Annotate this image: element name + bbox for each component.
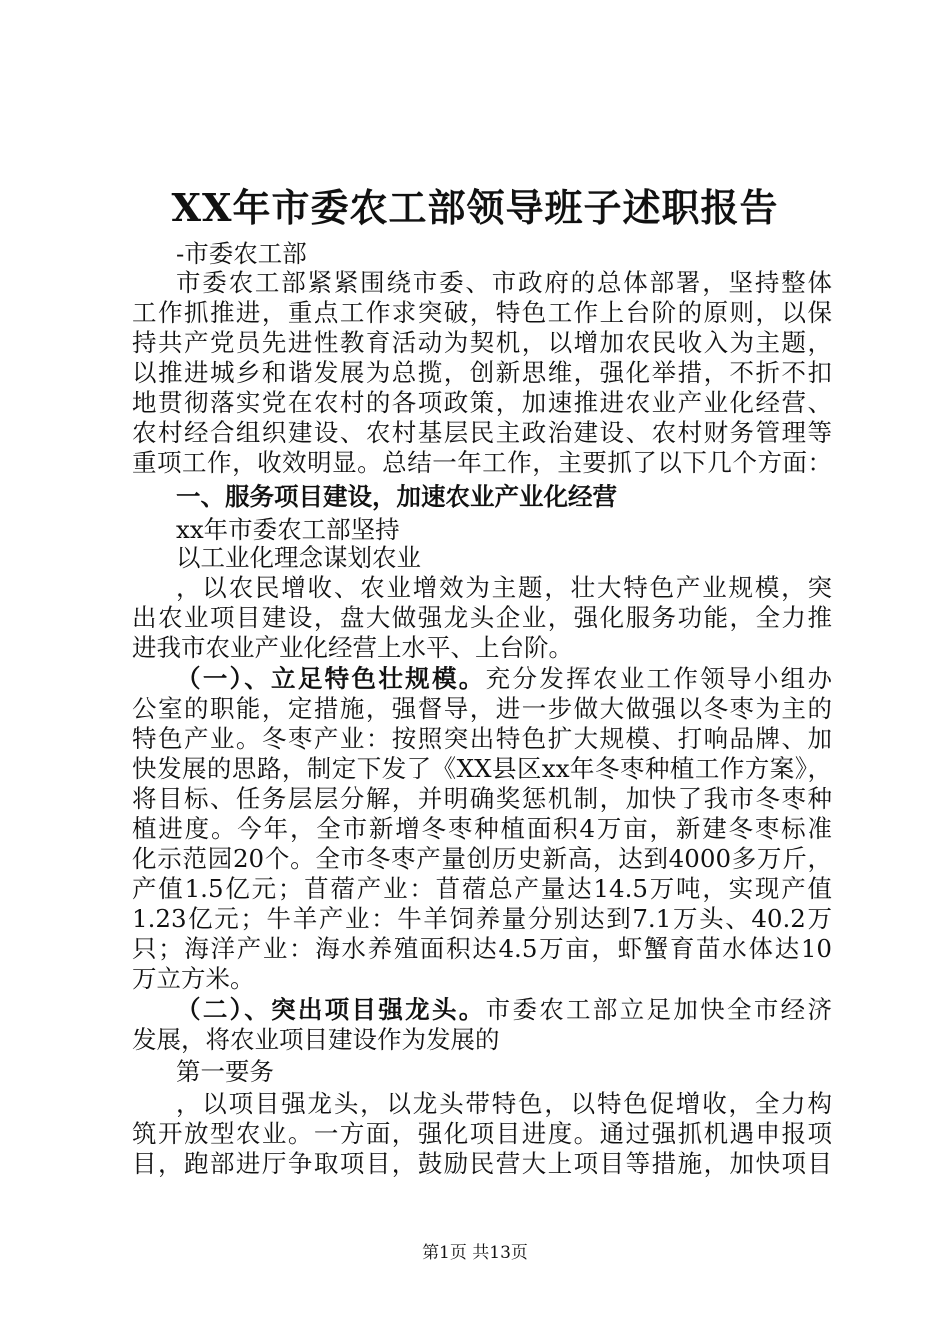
subsection-line: 特色产业。冬枣产业：按照突出特色扩大规模、打响品牌、加	[132, 724, 832, 753]
subsection-line: 1.23亿元；牛羊产业：牛羊饲养量分别达到7.1万头、40.2万	[132, 904, 832, 933]
author-line: -市委农工部	[176, 239, 307, 268]
subsection-line: 发展，将农业项目建设作为发展的	[132, 1025, 500, 1054]
subsection-line: 第一要务	[176, 1057, 274, 1086]
intro-line: 农村经合组织建设、农村基层民主政治建设、农村财务管理等	[132, 418, 832, 447]
subsection-line: 筑开放型农业。一方面，强化项目进度。通过强抓机遇申报项	[132, 1119, 832, 1148]
section-heading: 一、服务项目建设，加速农业产业化经营	[176, 482, 617, 511]
document-title: XX年市委农工部领导班子述职报告	[171, 185, 779, 230]
intro-line: 以推进城乡和谐发展为总揽，创新思维，强化举措，不折不扣	[132, 358, 832, 387]
section-line: 以工业化理念谋划农业	[176, 543, 421, 572]
subsection-line: ，以项目强龙头，以龙头带特色，以特色促增收，全力构	[176, 1089, 832, 1118]
subsection-line: 公室的职能，定措施，强督导，进一步做大做强以冬枣为主的	[132, 694, 832, 723]
intro-line: 地贯彻落实党在农村的各项政策，加速推进农业产业化经营、	[132, 388, 832, 417]
subsection-text: 充分发挥农业工作领导小组办	[485, 664, 832, 693]
section-line: 进我市农业产业化经营上水平、上台阶。	[132, 633, 573, 662]
subsection-line: 化示范园20个。全市冬枣产量创历史新高，达到4000多万斤，	[132, 844, 832, 873]
page-footer: 第1页 共13页	[422, 1243, 528, 1263]
subsection-line: 目，跑部进厅争取项目，鼓励民营大上项目等措施，加快项目	[132, 1149, 832, 1178]
subsection-line: 只；海洋产业：海水养殖面积达4.5万亩，虾蟹育苗水体达10	[132, 934, 832, 963]
section-line: ，以农民增收、农业增效为主题，壮大特色产业规模，突	[176, 573, 832, 602]
subsection-line: 植进度。今年，全市新增冬枣种植面积4万亩，新建冬枣标准	[132, 814, 832, 843]
subsection-line: 万立方米。	[132, 964, 255, 993]
subsection-line: 产值1.5亿元；苜蓿产业：苜蓿总产量达14.5万吨，实现产值	[132, 874, 832, 903]
intro-line: 持共产党员先进性教育活动为契机，以增加农民收入为主题，	[132, 328, 832, 357]
intro-line: 工作抓推进，重点工作求突破，特色工作上台阶的原则，以保	[132, 298, 832, 327]
section-line: xx年市委农工部坚持	[176, 515, 400, 544]
subsection-line: 快发展的思路，制定下发了《XX县区xx年冬枣种植工作方案》，	[132, 754, 832, 783]
intro-line: 重项工作，收效明显。总结一年工作，主要抓了以下几个方面：	[132, 448, 832, 477]
intro-line: 市委农工部紧紧围绕市委、市政府的总体部署，坚持整体	[176, 268, 832, 297]
subsection-heading: （一）、立足特色壮规模。	[176, 664, 486, 693]
subsection-first-line	[176, 664, 832, 694]
subsection-text: 市委农工部立足加快全市经济	[485, 995, 832, 1024]
section-line: 出农业项目建设，盘大做强龙头企业，强化服务功能，全力推	[132, 603, 832, 632]
subsection-line: 将目标、任务层层分解，并明确奖惩机制，加快了我市冬枣种	[132, 784, 832, 813]
subsection-heading: （二）、突出项目强龙头。	[176, 995, 486, 1024]
subsection-first-line	[176, 995, 832, 1025]
